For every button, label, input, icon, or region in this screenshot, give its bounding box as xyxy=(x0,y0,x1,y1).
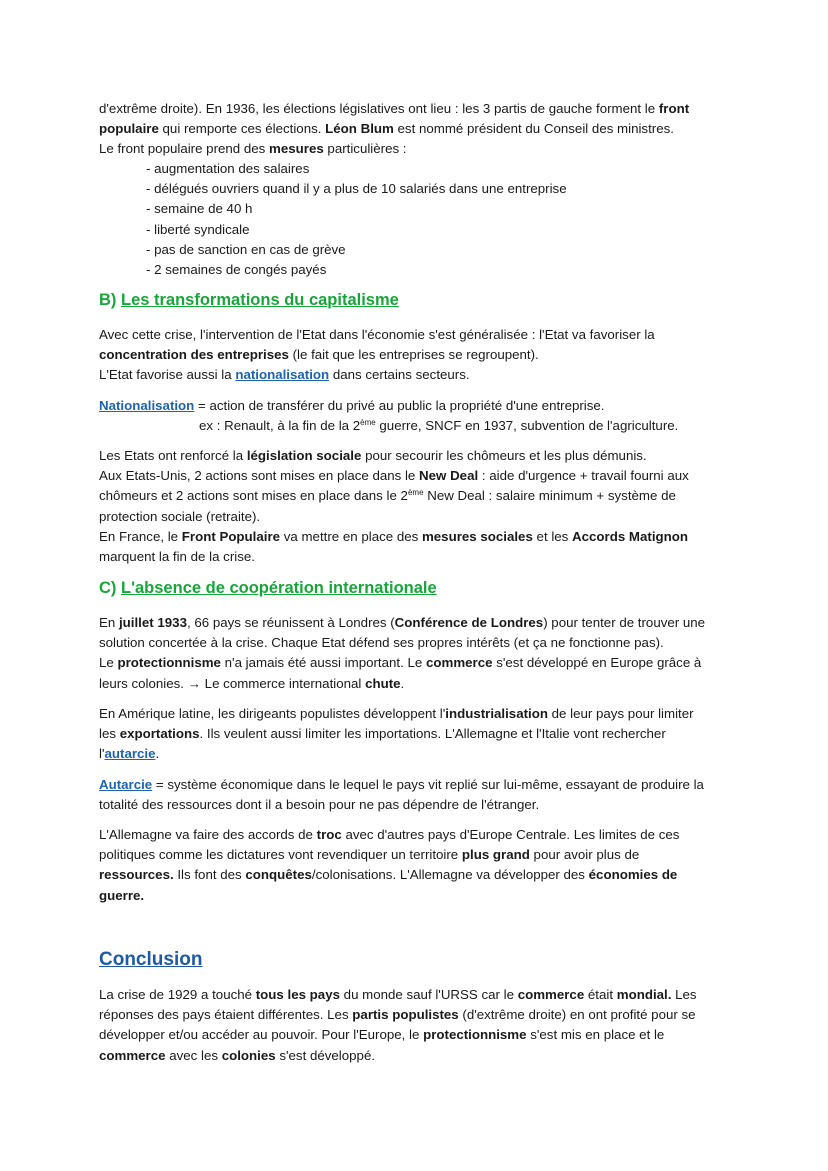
text: avec les xyxy=(165,1047,222,1063)
section-b-paragraph-2 xyxy=(99,446,739,567)
text: Ils font des xyxy=(173,867,246,883)
text: dans certains secteurs. xyxy=(329,367,470,383)
section-c-paragraph-3 xyxy=(99,825,739,906)
text: s'est mis en place et le xyxy=(526,1027,665,1043)
text: leurs colonies. → Le commerce international xyxy=(99,675,366,691)
section-c-paragraph-1 xyxy=(99,613,739,694)
text: L'Allemagne va faire des accords de xyxy=(99,827,317,842)
superscript: ème xyxy=(407,488,424,498)
text: Les xyxy=(671,987,697,1002)
bold-text: mondial. xyxy=(616,987,672,1002)
bold-text: mesures sociales xyxy=(421,528,533,544)
section-b-heading xyxy=(99,291,399,310)
text: En xyxy=(99,615,119,630)
bold-text: commerce xyxy=(426,655,493,671)
text: était xyxy=(584,987,617,1002)
text: Le xyxy=(99,655,118,671)
text: du monde sauf l'URSS car le xyxy=(339,987,518,1002)
text: et les xyxy=(532,528,573,544)
bold-text: ressources. xyxy=(99,867,174,883)
text: de leur pays pour limiter xyxy=(547,706,694,721)
superscript: ème xyxy=(360,418,376,428)
text: , 66 pays se réunissent à Londres ( xyxy=(186,615,395,630)
list-item: - 2 semaines de congés payés xyxy=(146,262,327,278)
text: pour avoir plus de xyxy=(529,847,640,863)
bold-text: Léon Blum xyxy=(325,121,394,137)
text: L'Etat favorise aussi la xyxy=(99,367,236,383)
bold-text: économies de xyxy=(588,867,678,883)
text: . xyxy=(155,746,160,762)
text: est nommé président du Conseil des ministres. xyxy=(393,121,674,137)
list-item: - augmentation des salaires xyxy=(146,161,310,176)
bold-text: front xyxy=(658,101,690,116)
bold-text: protectionnisme xyxy=(117,655,221,671)
bold-text: populaire xyxy=(99,121,159,137)
text: Les Etats ont renforcé la xyxy=(99,448,247,463)
bold-text: Accords Matignon xyxy=(572,528,689,544)
measures-list xyxy=(146,159,746,280)
bold-text: Conférence de Londres xyxy=(394,615,544,630)
bold-text: conquêtes xyxy=(245,867,312,883)
definition-term-link[interactable]: Autarcie xyxy=(99,777,153,792)
bold-text: chute xyxy=(365,675,401,691)
section-b-paragraph-1 xyxy=(99,325,739,386)
text: solution concertée à la crise. Chaque Etat défend ses propres intérêts (et ça ne fonctionne pas). xyxy=(99,635,664,651)
text: d'extrême droite). En 1936, les élections législatives ont lieu : les 3 partis de gauche forment le xyxy=(99,101,659,116)
text: qui remporte ces élections. xyxy=(158,121,326,137)
autarcie-definition xyxy=(99,775,739,815)
bold-text: partis populistes xyxy=(352,1007,459,1023)
text: (le fait que les entreprises se regroupent). xyxy=(288,347,539,363)
bold-text: législation sociale xyxy=(246,448,362,463)
bold-text: Front Populaire xyxy=(181,528,281,544)
conclusion-paragraph xyxy=(99,985,739,1066)
text: développer et/ou accéder au pouvoir. Pour l'Europe, le xyxy=(99,1027,424,1043)
bold-text: plus grand xyxy=(461,847,530,863)
bold-text: New Deal xyxy=(419,468,479,484)
bold-text: tous les pays xyxy=(255,987,340,1002)
text: Le front populaire prend des xyxy=(99,141,270,157)
definition-term-link[interactable]: Nationalisation xyxy=(99,398,195,413)
list-item: - pas de sanction en cas de grève xyxy=(146,241,346,257)
text: Avec cette crise, l'intervention de l'Etat dans l'économie s'est généralisée : l'Etat va favoriser la xyxy=(99,327,655,342)
text: Aux Etats-Unis, 2 actions sont mises en place dans le xyxy=(99,468,420,484)
list-item: - délégués ouvriers quand il y a plus de 10 salariés dans une entreprise xyxy=(146,181,567,197)
text: En France, le xyxy=(99,528,182,544)
bold-text: commerce xyxy=(99,1047,166,1063)
bold-text: protectionnisme xyxy=(423,1027,527,1043)
bold-text: exportations xyxy=(119,726,200,742)
text: totalité des ressources dont il a besoin pour ne pas dépendre de l'étranger. xyxy=(99,797,540,813)
text: New Deal : salaire minimum + système de xyxy=(423,488,676,504)
nationalisation-definition xyxy=(99,396,739,436)
text: l' xyxy=(99,746,105,762)
bold-text: concentration des entreprises xyxy=(99,347,289,363)
bold-text: juillet 1933 xyxy=(118,615,187,630)
text: réponses des pays étaient différentes. Les xyxy=(99,1007,353,1023)
intro-paragraph xyxy=(99,99,739,160)
text: ex : Renault, à la fin de la 2 xyxy=(199,418,361,434)
text: : aide d'urgence + travail fourni aux xyxy=(478,468,689,484)
text: n'a jamais été aussi important. Le xyxy=(220,655,426,671)
conclusion-heading: Conclusion xyxy=(99,949,203,970)
list-item: - liberté syndicale xyxy=(146,221,250,237)
bold-text: guerre. xyxy=(99,887,145,903)
bold-text: commerce xyxy=(517,987,585,1002)
text: marquent la fin de la crise. xyxy=(99,549,255,565)
text: particulières : xyxy=(323,141,407,157)
text: guerre, SNCF en 1937, subvention de l'agriculture. xyxy=(375,418,679,434)
text: En Amérique latine, les dirigeants populistes développent l' xyxy=(99,706,446,721)
text: . Ils veulent aussi limiter les importations. L'Allemagne et l'Italie vont rechercher xyxy=(199,726,666,742)
section-c-heading xyxy=(99,579,437,598)
text: protection sociale (retraite). xyxy=(99,508,261,524)
bold-text: mesures xyxy=(269,141,324,157)
text: = action de transférer du privé au public la propriété d'une entreprise. xyxy=(194,398,605,413)
text: politiques comme les dictatures vont revendiquer un territoire xyxy=(99,847,462,863)
section-title: L'absence de coopération internationale xyxy=(121,579,437,597)
text: avec d'autres pays d'Europe Centrale. Les limites de ces xyxy=(341,827,680,842)
section-title: Les transformations du capitalisme xyxy=(121,291,399,309)
text: /colonisations. L'Allemagne va développer des xyxy=(311,867,589,883)
text: = système économique dans le lequel le pays vit replié sur lui-même, essayant de produire la xyxy=(152,777,704,792)
text: les xyxy=(99,726,120,742)
text: pour secourir les chômeurs et les plus démunis. xyxy=(361,448,647,463)
list-item: - semaine de 40 h xyxy=(146,201,253,217)
text: s'est développé en Europe grâce à xyxy=(492,655,702,671)
text: (d'extrême droite) en ont profité pour se xyxy=(458,1007,696,1023)
section-c-paragraph-2 xyxy=(99,704,739,765)
text: . xyxy=(400,675,405,691)
text: va mettre en place des xyxy=(280,528,422,544)
text: chômeurs et 2 actions sont mises en place dans le 2 xyxy=(99,488,408,504)
nationalisation-link[interactable]: nationalisation xyxy=(235,367,330,383)
text: s'est développé. xyxy=(275,1047,376,1063)
bold-text: industrialisation xyxy=(445,706,548,721)
section-letter: B) xyxy=(99,291,121,309)
text: ) pour tenter de trouver une xyxy=(543,615,706,630)
autarcie-link[interactable]: autarcie xyxy=(104,746,156,762)
bold-text: colonies xyxy=(221,1047,276,1063)
section-letter: C) xyxy=(99,579,121,597)
text: La crise de 1929 a touché xyxy=(99,987,256,1002)
bold-text: troc xyxy=(316,827,342,842)
